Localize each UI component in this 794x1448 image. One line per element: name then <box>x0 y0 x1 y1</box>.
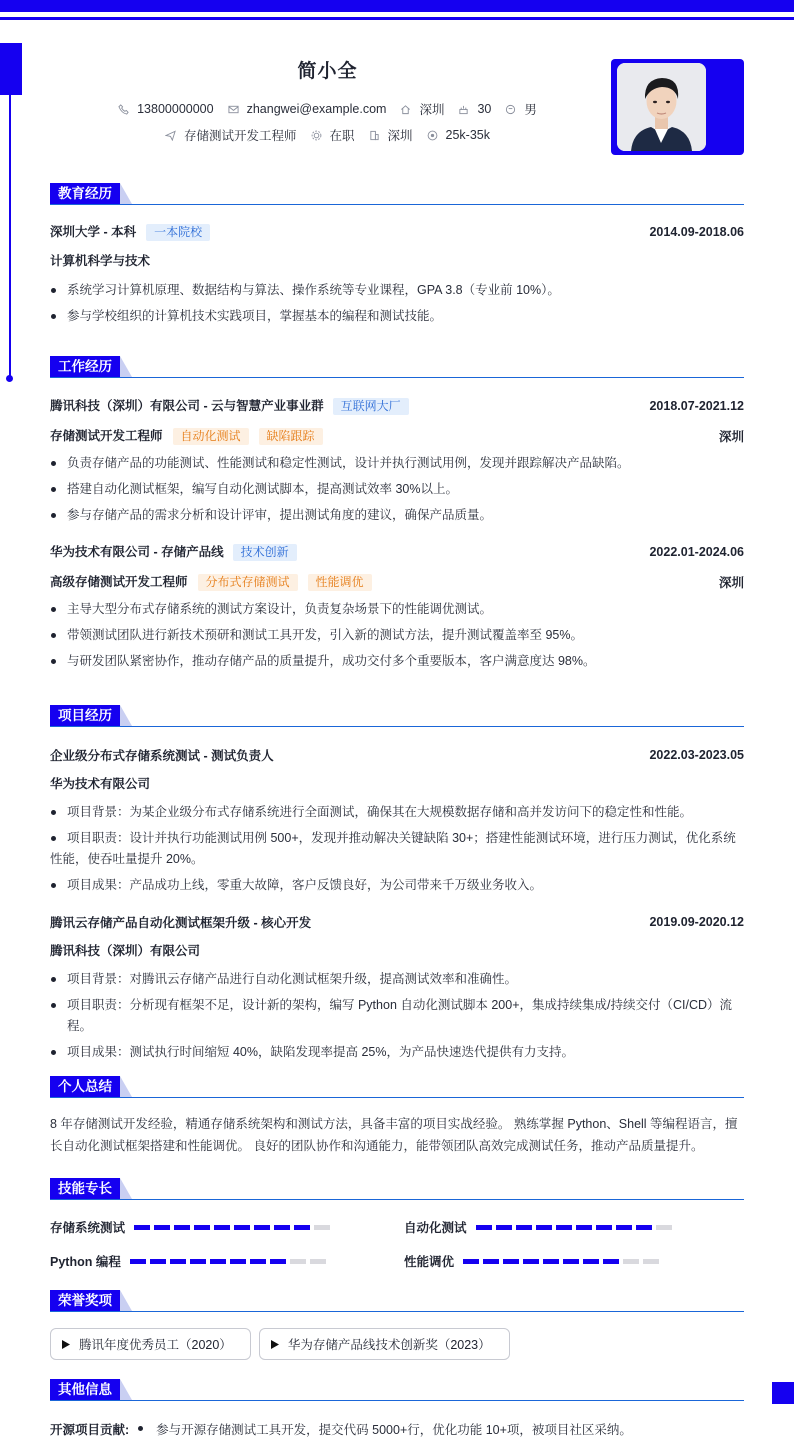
skill-bar-filled <box>596 1225 612 1230</box>
email-item: zhangwei@example.com <box>228 102 387 116</box>
skill-item <box>50 1218 334 1236</box>
list-item: 项目背景：为某企业级分布式存储系统进行全面测试，确保其在大规模数据存储和高并发访问下的稳定性和性能。 <box>50 802 744 823</box>
list-item: 项目职责：设计并执行功能测试用例 500+，发现并推动解决关键缺陷 30+；搭建性能测试环境，进行压力测试，优化系统性能，使吞吐量提升 20%。 <box>50 828 744 870</box>
other-text: 参与开源存储测试工具开发，提交代码 5000+行，优化功能 10+项，被项目社区采纳。 <box>156 1422 632 1437</box>
company-tag: 技术创新 <box>233 544 297 561</box>
education-date: 2014.09-2018.06 <box>649 224 744 239</box>
skill-level-bar <box>476 1225 676 1230</box>
phone-item: 13800000000 <box>118 102 213 116</box>
summary-text: 8 年存储测试开发经验，精通存储系统架构和测试方法，具备丰富的项目实战经验。 熟练掌握 Python、Shell 等编程语言，擅长自动化测试框架搭建和性能调优。 良好的团队协作和沟通能力，能带领团队高效完成测试任务，推动产品质量提升。 <box>50 1117 738 1153</box>
candidate-name: 简小全 <box>297 61 358 82</box>
gender-icon <box>505 104 516 115</box>
home-icon <box>400 104 411 115</box>
triangle-icon <box>62 1340 70 1349</box>
status-item: 在职 <box>311 126 355 144</box>
skill-name: 存储系统测试 <box>50 1221 126 1235</box>
skill-bar-filled <box>130 1259 146 1264</box>
list-item: 参与学校组织的计算机技术实践项目，掌握基本的编程和测试技能。 <box>50 306 744 327</box>
role-row <box>50 427 744 444</box>
skill-bar-filled <box>543 1259 559 1264</box>
projects-section <box>50 705 744 1063</box>
target-city-item: 深圳 <box>369 126 413 144</box>
skill-bar-filled <box>576 1225 592 1230</box>
skill-level-bar <box>134 1225 334 1230</box>
skill-bar-filled <box>234 1225 250 1230</box>
skill-bar-filled <box>583 1259 599 1264</box>
contact-row <box>50 96 605 122</box>
section-title: 技能专长 <box>50 1178 120 1199</box>
skill-item <box>404 1252 663 1270</box>
skill-tag: 性能调优 <box>308 574 372 591</box>
list-item: 项目成果：测试执行时间缩短 40%，缺陷发现率提高 25%，为产品快速迭代提供有力支持。 <box>50 1042 744 1063</box>
role-row <box>50 573 744 590</box>
top-accent-bar <box>0 0 794 12</box>
gender-item: 男 <box>505 100 537 118</box>
section-header <box>50 183 744 205</box>
section-title: 个人总结 <box>50 1076 120 1097</box>
project-name: 腾讯云存储产品自动化测试框架升级 - 核心开发 <box>50 915 312 930</box>
skill-item <box>50 1252 330 1270</box>
other-row <box>50 1420 744 1437</box>
job-date: 2022.01-2024.06 <box>649 544 744 559</box>
section-title: 工作经历 <box>50 356 120 377</box>
major: 计算机科学与技术 <box>50 254 151 268</box>
skill-tag: 自动化测试 <box>173 428 249 445</box>
skill-bar-filled <box>250 1259 266 1264</box>
job-date: 2018.07-2021.12 <box>649 398 744 413</box>
job-intent-row <box>50 122 605 148</box>
section-header <box>50 1290 744 1312</box>
project-name: 企业级分布式存储系统测试 - 测试负责人 <box>50 748 274 763</box>
skill-bar-filled <box>154 1225 170 1230</box>
project-company: 腾讯科技（深圳）有限公司 <box>50 944 201 958</box>
job-header <box>50 543 744 560</box>
awards-section <box>50 1290 744 1360</box>
building-icon <box>369 130 380 141</box>
skill-tag: 缺陷跟踪 <box>259 428 323 445</box>
skill-bar-filled <box>294 1225 310 1230</box>
project-date: 2022.03-2023.05 <box>649 747 744 762</box>
job-bullets <box>50 453 744 526</box>
skill-bar-filled <box>523 1259 539 1264</box>
section-title: 其他信息 <box>50 1379 120 1400</box>
skill-bar-filled <box>254 1225 270 1230</box>
skill-bar-empty <box>656 1225 672 1230</box>
phone-icon <box>118 104 129 115</box>
award-item: 腾讯年度优秀员工（2020） <box>50 1328 251 1360</box>
skill-bar-filled <box>174 1225 190 1230</box>
skill-bar-filled <box>503 1259 519 1264</box>
skill-bar-filled <box>150 1259 166 1264</box>
skill-bar-filled <box>214 1225 230 1230</box>
company-tag: 互联网大厂 <box>333 398 409 415</box>
section-title: 项目经历 <box>50 705 120 726</box>
list-item: 主导大型分布式存储系统的测试方案设计，负责复杂场景下的性能调优测试。 <box>50 599 744 620</box>
summary-section <box>50 1076 744 1157</box>
coin-icon <box>427 130 438 141</box>
skill-bar-filled <box>134 1225 150 1230</box>
list-item: 项目职责：分析现有框架不足，设计新的架构，编写 Python 自动化测试脚本 200+，集成持续集成/持续交付（CI/CD）流程。 <box>50 995 744 1037</box>
skill-bar-empty <box>310 1259 326 1264</box>
skill-bar-filled <box>516 1225 532 1230</box>
section-header <box>50 705 744 727</box>
mail-icon <box>228 104 239 115</box>
section-header <box>50 1178 744 1200</box>
project-company: 华为技术有限公司 <box>50 777 151 791</box>
section-header <box>50 1379 744 1401</box>
skill-bar-filled <box>636 1225 652 1230</box>
awards-list <box>50 1328 744 1360</box>
role-title: 存储测试开发工程师 <box>50 429 163 443</box>
send-icon <box>165 130 176 141</box>
section-header <box>50 1076 744 1098</box>
left-accent-dot <box>6 375 13 382</box>
gear-icon <box>311 130 322 141</box>
skill-bar-empty <box>643 1259 659 1264</box>
job-city: 深圳 <box>718 575 744 590</box>
skill-bar-filled <box>496 1225 512 1230</box>
top-accent-line <box>0 17 794 20</box>
list-item: 系统学习计算机原理、数据结构与算法、操作系统等专业课程，GPA 3.8（专业前 10%）。 <box>50 280 744 301</box>
list-item: 项目成果：产品成功上线，零重大故障，客户反馈良好，为公司带来千万级业务收入。 <box>50 875 744 896</box>
skill-level-bar <box>130 1259 330 1264</box>
project-header <box>50 746 744 763</box>
skill-name: Python 编程 <box>50 1255 121 1269</box>
education-section <box>50 183 744 327</box>
project-header <box>50 913 744 930</box>
skill-bar-empty <box>290 1259 306 1264</box>
list-item: 带领测试团队进行新技术预研和测试工具开发，引入新的测试方法，提升测试覆盖率至 95%。 <box>50 625 744 646</box>
project-bullets <box>50 802 744 896</box>
location-item: 深圳 <box>400 100 444 118</box>
list-item: 项目背景：对腾讯云存储产品进行自动化测试框架升级，提高测试效率和准确性。 <box>50 969 744 990</box>
salary-item: 25k-35k <box>427 128 490 142</box>
company-name: 腾讯科技（深圳）有限公司 - 云与智慧产业事业群 <box>50 399 324 413</box>
school-tag: 一本院校 <box>146 224 210 241</box>
left-accent-line <box>9 95 11 378</box>
skill-bar-filled <box>270 1259 286 1264</box>
skill-bar-filled <box>463 1259 479 1264</box>
skill-bar-filled <box>536 1225 552 1230</box>
skills-section <box>50 1178 744 1278</box>
skill-bar-empty <box>623 1259 639 1264</box>
role-title: 高级存储测试开发工程师 <box>50 575 188 589</box>
education-bullets <box>50 280 744 327</box>
skill-bar-filled <box>556 1225 572 1230</box>
list-item: 参与存储产品的需求分析和设计评审，提出测试角度的建议，确保产品质量。 <box>50 505 744 526</box>
school-name: 深圳大学 - 本科 <box>50 225 137 239</box>
skill-bar-filled <box>476 1225 492 1230</box>
skill-bar-filled <box>210 1259 226 1264</box>
resume-header <box>50 58 605 148</box>
other-section <box>50 1379 744 1437</box>
skill-bar-filled <box>483 1259 499 1264</box>
project-date: 2019.09-2020.12 <box>649 914 744 929</box>
other-label: 开源项目贡献: <box>50 1422 130 1437</box>
skill-tag: 分布式存储测试 <box>198 574 298 591</box>
position-item: 存储测试开发工程师 <box>165 126 297 144</box>
job-header <box>50 397 744 414</box>
company-name: 华为技术有限公司 - 存储产品线 <box>50 545 224 559</box>
section-header <box>50 356 744 378</box>
skill-bar-filled <box>616 1225 632 1230</box>
right-accent-block <box>772 1382 794 1404</box>
work-section <box>50 356 744 672</box>
skill-name: 自动化测试 <box>404 1221 467 1235</box>
skill-bar-filled <box>170 1259 186 1264</box>
skill-bar-filled <box>230 1259 246 1264</box>
skill-bar-filled <box>190 1259 206 1264</box>
triangle-icon <box>271 1340 279 1349</box>
list-item: 搭建自动化测试框架，编写自动化测试脚本，提高测试效率 30%以上。 <box>50 479 744 500</box>
project-bullets <box>50 969 744 1063</box>
bullet-dot <box>138 1426 143 1431</box>
award-item: 华为存储产品线技术创新奖（2023） <box>259 1328 510 1360</box>
skill-level-bar <box>463 1259 663 1264</box>
left-accent-block <box>0 43 22 95</box>
skill-bar-filled <box>274 1225 290 1230</box>
skill-bar-filled <box>194 1225 210 1230</box>
list-item: 与研发团队紧密协作，推动存储产品的质量提升，成功交付多个重要版本，客户满意度达 98%。 <box>50 651 744 672</box>
cake-icon <box>458 104 469 115</box>
skill-item <box>404 1218 676 1236</box>
skill-bar-filled <box>603 1259 619 1264</box>
photo-frame <box>611 59 744 155</box>
list-item: 负责存储产品的功能测试、性能测试和稳定性测试，设计并执行测试用例，发现并跟踪解决产品缺陷。 <box>50 453 744 474</box>
skill-bar-empty <box>314 1225 330 1230</box>
job-city: 深圳 <box>718 429 744 444</box>
avatar <box>617 63 706 151</box>
skill-bar-filled <box>563 1259 579 1264</box>
section-title: 教育经历 <box>50 183 120 204</box>
section-title: 荣誉奖项 <box>50 1290 120 1311</box>
education-row <box>50 223 744 240</box>
job-bullets <box>50 599 744 672</box>
age-item: 30 <box>458 102 491 116</box>
skill-name: 性能调优 <box>404 1255 455 1269</box>
